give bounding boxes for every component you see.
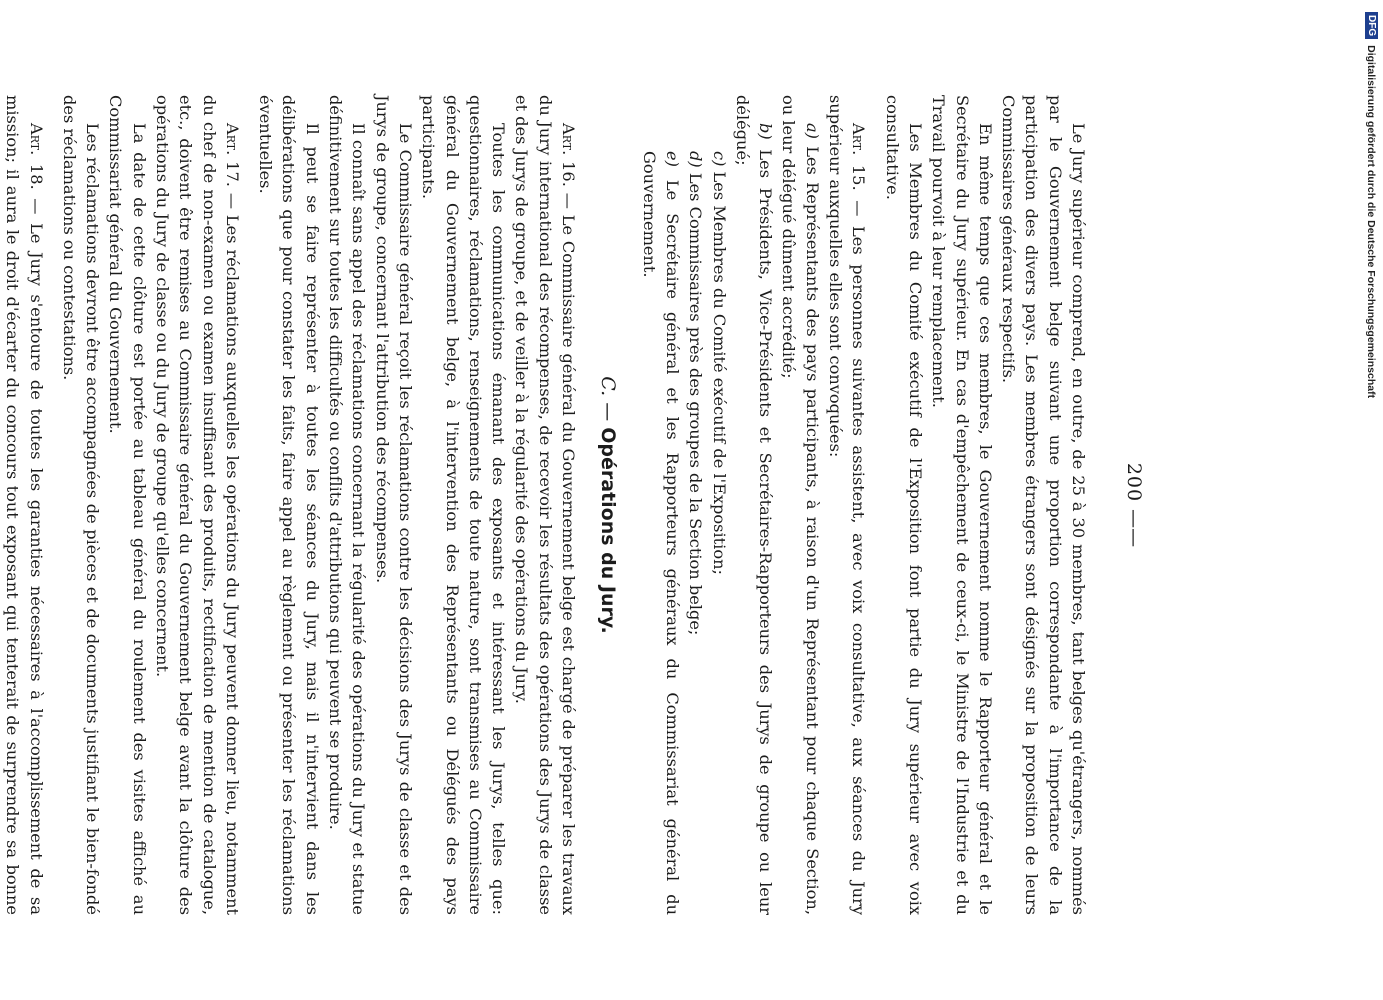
paragraph: Les réclamations devront être accompagnées de pièces et de documents justifiant le bien-fondé des réclamations ou contestations.: [59, 95, 103, 915]
article-label: Art. 15.: [849, 123, 869, 191]
article-18: Art. 18. — Le Jury s'entoure de toutes les garanties nécessaires à l'accomplissement de sa mission; il aura le droit d'écarter du concours tout exposant qui tenterait de surprendre sa bonne: [3, 95, 46, 915]
article-17: Art. 17. — Les réclamations auxquelles les opérations du Jury peuvent donner lieu, notamment du chef de non-examen ou examen insuffisant des produits, rectification de mention de catalogue, etc., doivent être remises au Commissaire général du Gouvernement belge avant la clôture des opérations du Jury de classe ou du Jury de groupe qu'elles concernent.: [153, 95, 242, 915]
article-16: Art. 16. — Le Commissaire général du Gouvernement belge est chargé de préparer les travaux du Jury international des récompenses, de recevoir les résultats des opérations des Jurys de classe et des Jurys de groupe, et de veiller à la régularité des opérations du Jury.: [512, 95, 579, 915]
paragraph: En même temps que ces membres, le Gouvernement nomme le Rapporteur général et le Secrétaire du Jury supérieur. En cas d'empêchement de ceux-ci, le Ministre de l'Industrie et du Travail pourvoit à leur remplacement.: [929, 95, 995, 915]
list-item: e) Le Secrétaire général et les Rapporteurs généraux du Commissariat général du Gouvernement.: [639, 151, 682, 915]
list-item: a) Les Représentants des pays participants, à raison d'un Représentant pour chaque Section, ou leur délégué dûment accrédité;: [779, 95, 822, 915]
paragraph: Le Jury supérieur comprend, en outre, de 25 à 30 membres, tant belges qu'étrangers, nommés par le Gouvernement belge suivant une proportion correspondante à l'importance de la participation des divers pays. Les membres étrangers sont désignés sur la proposition de leurs Commissaires généraux respectifs.: [999, 95, 1088, 915]
paragraph: Les Membres du Comité exécutif de l'Exposition font partie du Jury supérieur avec voix consultative.: [882, 95, 925, 915]
paragraph: Le Commissaire général reçoit les réclamations contre les décisions des Jurys de classe et des Jurys de groupe, concernant l'attribution des récompenses.: [372, 95, 415, 915]
rotated-page: [3, 95, 1240, 915]
article-15: Art. 15. — Les personnes suivantes assistent, avec voix consultative, aux séances du Jury supérieur auxquelles elles sont convoquées:: [826, 95, 869, 915]
list-item: b) Les Présidents, Vice-Présidents et Secrétaires-Rapporteurs des Jurys de groupe ou leur délégué;: [732, 95, 776, 915]
paragraph: Toutes les communications émanant des exposants et intéressant les Jurys, telles que: questionnaires, réclamations, renseignements de toute nature, sont transmises au Commissaire général du Gouvernement belge, à l'intervention des Représentants ou Délégués des pays participants.: [419, 95, 509, 915]
paragraph: La date de cette clôture est portée au tableau général du roulement des visites affiché au Commissariat général du Gouvernement.: [106, 95, 149, 915]
paragraph: Il connaît sans appel des réclamations concernant la régularité des opérations du Jury et statue définitivement sur toutes les difficultés ou conflits d'attributions qui peuvent se produire.: [326, 95, 369, 915]
section-heading: C. — Opérations du Jury.: [597, 376, 620, 634]
dfg-credit: [1365, 12, 1378, 398]
credit-text: Digitalisierung gefördert durch die Deutsche Forschungsgemeinschaft: [1365, 45, 1378, 399]
page-body: [0, 95, 1090, 915]
list-item: d) Les Commissaires près des groupes de la Section belge;: [686, 151, 706, 636]
list-item: c) Les Membres du Comité exécutif de l'Exposition;: [709, 151, 729, 575]
page-number: 200 ——: [1123, 462, 1145, 548]
paragraph: Il peut se faire représenter à toutes les séances du Jury, mais il n'intervient dans les délibérations que pour constater les faits, faire appel au règlement ou présenter les réclamations éventuelles.: [256, 95, 322, 915]
dfg-logo: DFG: [1365, 12, 1378, 39]
